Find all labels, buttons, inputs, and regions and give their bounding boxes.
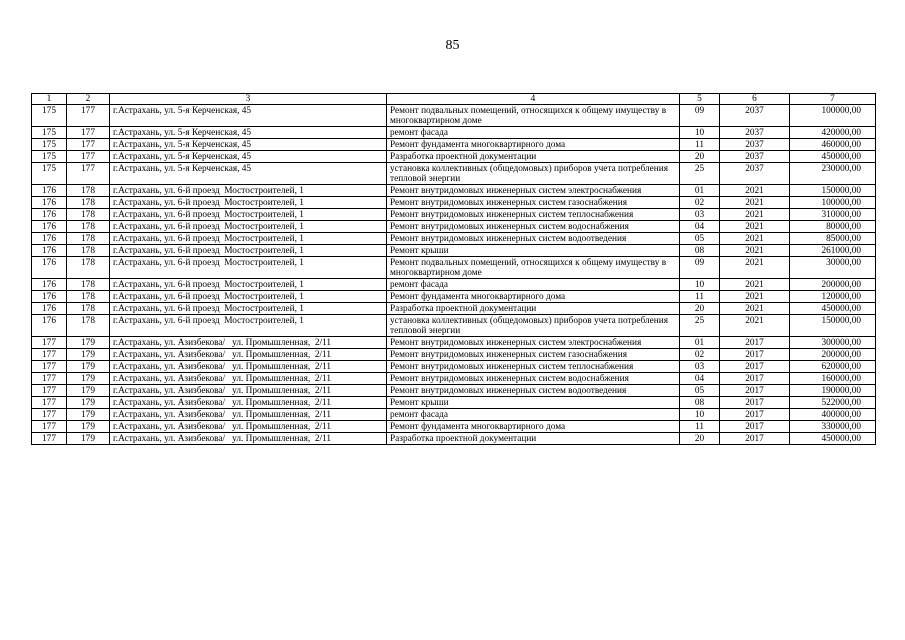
header-cell: 4	[387, 94, 680, 105]
cell-work-type: Ремонт подвальных помещений, относящихся к общему имуществу в многоквартирном доме	[387, 105, 680, 127]
cell-amount: 330000,00	[790, 421, 876, 433]
cell-amount: 230000,00	[790, 163, 876, 185]
cell-amount: 522000,00	[790, 397, 876, 409]
cell-house-number: 179	[67, 361, 110, 373]
cell-number: 177	[32, 361, 67, 373]
cell-number: 176	[32, 233, 67, 245]
cell-amount: 120000,00	[790, 291, 876, 303]
cell-house-number: 179	[67, 409, 110, 421]
cell-address: г.Астрахань, ул. Азизбекова/ ул. Промышленная, 2/11	[110, 349, 387, 361]
cell-amount: 420000,00	[790, 127, 876, 139]
cell-work-code: 02	[680, 349, 720, 361]
cell-amount: 450000,00	[790, 433, 876, 445]
cell-house-number: 177	[67, 163, 110, 185]
cell-work-code: 11	[680, 139, 720, 151]
cell-work-type: Ремонт подвальных помещений, относящихся к общему имуществу в многоквартирном доме	[387, 257, 680, 279]
cell-work-type: Ремонт внутридомовых инженерных систем теплоснабжения	[387, 209, 680, 221]
cell-work-type: установка коллективных (общедомовых) приборов учета потребления тепловой энергии	[387, 315, 680, 337]
cell-amount: 30000,00	[790, 257, 876, 279]
cell-year: 2021	[720, 233, 790, 245]
cell-amount: 190000,00	[790, 385, 876, 397]
cell-amount: 261000,00	[790, 245, 876, 257]
cell-address: г.Астрахань, ул. Азизбекова/ ул. Промышленная, 2/11	[110, 421, 387, 433]
cell-amount: 160000,00	[790, 373, 876, 385]
cell-year: 2017	[720, 421, 790, 433]
cell-number: 177	[32, 385, 67, 397]
cell-work-code: 10	[680, 279, 720, 291]
cell-number: 176	[32, 303, 67, 315]
cell-year: 2021	[720, 257, 790, 279]
table-row	[32, 409, 876, 421]
page-number: 85	[445, 38, 460, 53]
cell-work-code: 20	[680, 303, 720, 315]
cell-address: г.Астрахань, ул. 6-й проезд Мостостроителей, 1	[110, 315, 387, 337]
cell-work-code: 10	[680, 409, 720, 421]
cell-year: 2037	[720, 127, 790, 139]
cell-amount: 100000,00	[790, 105, 876, 127]
cell-work-type: Разработка проектной документации	[387, 151, 680, 163]
cell-year: 2037	[720, 163, 790, 185]
table-row	[32, 139, 876, 151]
cell-work-code: 03	[680, 361, 720, 373]
cell-work-code: 04	[680, 373, 720, 385]
table-row	[32, 185, 876, 197]
cell-year: 2037	[720, 151, 790, 163]
cell-work-code: 25	[680, 315, 720, 337]
cell-year: 2021	[720, 303, 790, 315]
cell-number: 176	[32, 257, 67, 279]
cell-address: г.Астрахань, ул. 6-й проезд Мостостроителей, 1	[110, 245, 387, 257]
cell-number: 177	[32, 337, 67, 349]
cell-work-type: Ремонт фундамента многоквартирного дома	[387, 421, 680, 433]
cell-house-number: 179	[67, 373, 110, 385]
cell-number: 175	[32, 127, 67, 139]
cell-work-type: Ремонт внутридомовых инженерных систем водоснабжения	[387, 373, 680, 385]
cell-address: г.Астрахань, ул. 6-й проезд Мостостроителей, 1	[110, 209, 387, 221]
header-cell: 1	[32, 94, 67, 105]
cell-work-code: 11	[680, 421, 720, 433]
cell-work-type: ремонт фасада	[387, 279, 680, 291]
cell-work-code: 25	[680, 163, 720, 185]
table-row	[32, 397, 876, 409]
cell-house-number: 178	[67, 291, 110, 303]
cell-number: 176	[32, 197, 67, 209]
cell-house-number: 178	[67, 233, 110, 245]
cell-address: г.Астрахань, ул. 6-й проезд Мостостроителей, 1	[110, 257, 387, 279]
cell-number: 176	[32, 291, 67, 303]
cell-year: 2021	[720, 197, 790, 209]
cell-amount: 400000,00	[790, 409, 876, 421]
cell-address: г.Астрахань, ул. 6-й проезд Мостостроителей, 1	[110, 185, 387, 197]
cell-work-code: 03	[680, 209, 720, 221]
cell-year: 2017	[720, 349, 790, 361]
cell-work-type: Ремонт внутридомовых инженерных систем водоотведения	[387, 385, 680, 397]
cell-address: г.Астрахань, ул. 6-й проезд Мостостроителей, 1	[110, 279, 387, 291]
table-row	[32, 291, 876, 303]
table-row	[32, 337, 876, 349]
cell-house-number: 179	[67, 421, 110, 433]
cell-work-type: Разработка проектной документации	[387, 433, 680, 445]
cell-house-number: 179	[67, 337, 110, 349]
cell-work-code: 10	[680, 127, 720, 139]
table-row	[32, 421, 876, 433]
cell-work-code: 20	[680, 433, 720, 445]
cell-year: 2037	[720, 139, 790, 151]
table-row	[32, 257, 876, 279]
cell-number: 177	[32, 349, 67, 361]
cell-work-type: Ремонт внутридомовых инженерных систем теплоснабжения	[387, 361, 680, 373]
cell-number: 176	[32, 279, 67, 291]
cell-number: 177	[32, 373, 67, 385]
cell-house-number: 178	[67, 245, 110, 257]
cell-work-type: Ремонт внутридомовых инженерных систем водоотведения	[387, 233, 680, 245]
table-row	[32, 279, 876, 291]
cell-year: 2017	[720, 373, 790, 385]
cell-house-number: 177	[67, 105, 110, 127]
cell-number: 176	[32, 221, 67, 233]
cell-year: 2017	[720, 397, 790, 409]
table-row	[32, 385, 876, 397]
cell-amount: 85000,00	[790, 233, 876, 245]
table-row	[32, 105, 876, 127]
cell-year: 2021	[720, 291, 790, 303]
cell-house-number: 179	[67, 433, 110, 445]
cell-work-type: Ремонт фундамента многоквартирного дома	[387, 139, 680, 151]
cell-work-code: 05	[680, 233, 720, 245]
cell-year: 2021	[720, 245, 790, 257]
cell-address: г.Астрахань, ул. Азизбекова/ ул. Промышленная, 2/11	[110, 433, 387, 445]
cell-number: 176	[32, 315, 67, 337]
cell-address: г.Астрахань, ул. 6-й проезд Мостостроителей, 1	[110, 233, 387, 245]
cell-work-type: установка коллективных (общедомовых) приборов учета потребления тепловой энергии	[387, 163, 680, 185]
header-cell: 2	[67, 94, 110, 105]
table-row	[32, 245, 876, 257]
cell-work-type: Ремонт внутридомовых инженерных систем водоснабжения	[387, 221, 680, 233]
header-cell: 6	[720, 94, 790, 105]
cell-number: 177	[32, 397, 67, 409]
cell-work-code: 09	[680, 257, 720, 279]
cell-amount: 620000,00	[790, 361, 876, 373]
cell-work-type: ремонт фасада	[387, 409, 680, 421]
cell-address: г.Астрахань, ул. Азизбекова/ ул. Промышленная, 2/11	[110, 361, 387, 373]
table-row	[32, 233, 876, 245]
cell-year: 2017	[720, 361, 790, 373]
cell-work-code: 11	[680, 291, 720, 303]
cell-address: г.Астрахань, ул. 6-й проезд Мостостроителей, 1	[110, 291, 387, 303]
cell-house-number: 178	[67, 303, 110, 315]
cell-house-number: 178	[67, 209, 110, 221]
header-cell: 3	[110, 94, 387, 105]
cell-address: г.Астрахань, ул. 5-я Керченская, 45	[110, 105, 387, 127]
cell-address: г.Астрахань, ул. 5-я Керченская, 45	[110, 163, 387, 185]
cell-house-number: 178	[67, 257, 110, 279]
cell-house-number: 178	[67, 279, 110, 291]
cell-house-number: 177	[67, 139, 110, 151]
table-row	[32, 361, 876, 373]
cell-work-type: Ремонт фундамента многоквартирного дома	[387, 291, 680, 303]
cell-address: г.Астрахань, ул. Азизбекова/ ул. Промышленная, 2/11	[110, 385, 387, 397]
cell-number: 176	[32, 185, 67, 197]
cell-amount: 200000,00	[790, 279, 876, 291]
cell-amount: 200000,00	[790, 349, 876, 361]
cell-work-code: 20	[680, 151, 720, 163]
cell-address: г.Астрахань, ул. Азизбекова/ ул. Промышленная, 2/11	[110, 397, 387, 409]
cell-amount: 450000,00	[790, 303, 876, 315]
cell-work-type: Ремонт крыши	[387, 397, 680, 409]
cell-year: 2021	[720, 185, 790, 197]
cell-work-type: Ремонт внутридомовых инженерных систем электроснабжения	[387, 337, 680, 349]
cell-number: 175	[32, 163, 67, 185]
cell-address: г.Астрахань, ул. Азизбекова/ ул. Промышленная, 2/11	[110, 373, 387, 385]
cell-work-type: Ремонт внутридомовых инженерных систем газоснабжения	[387, 349, 680, 361]
cell-year: 2021	[720, 221, 790, 233]
table-row	[32, 373, 876, 385]
cell-number: 176	[32, 209, 67, 221]
cell-work-code: 02	[680, 197, 720, 209]
cell-work-code: 08	[680, 245, 720, 257]
cell-year: 2037	[720, 105, 790, 127]
cell-work-type: Ремонт крыши	[387, 245, 680, 257]
cell-number: 177	[32, 421, 67, 433]
table-row	[32, 303, 876, 315]
cell-house-number: 178	[67, 185, 110, 197]
cell-address: г.Астрахань, ул. 5-я Керченская, 45	[110, 139, 387, 151]
cell-year: 2021	[720, 209, 790, 221]
table-row	[32, 433, 876, 445]
cell-amount: 100000,00	[790, 197, 876, 209]
table-row	[32, 315, 876, 337]
cell-number: 177	[32, 409, 67, 421]
cell-year: 2017	[720, 409, 790, 421]
cell-address: г.Астрахань, ул. 5-я Керченская, 45	[110, 151, 387, 163]
cell-house-number: 178	[67, 197, 110, 209]
cell-work-code: 04	[680, 221, 720, 233]
cell-address: г.Астрахань, ул. 6-й проезд Мостостроителей, 1	[110, 221, 387, 233]
cell-address: г.Астрахань, ул. Азизбекова/ ул. Промышленная, 2/11	[110, 409, 387, 421]
cell-amount: 460000,00	[790, 139, 876, 151]
cell-number: 175	[32, 151, 67, 163]
cell-work-type: ремонт фасада	[387, 127, 680, 139]
table-row	[32, 127, 876, 139]
cell-house-number: 178	[67, 315, 110, 337]
cell-house-number: 178	[67, 221, 110, 233]
cell-address: г.Астрахань, ул. 6-й проезд Мостостроителей, 1	[110, 197, 387, 209]
cell-address: г.Астрахань, ул. 6-й проезд Мостостроителей, 1	[110, 303, 387, 315]
cell-address: г.Астрахань, ул. 5-я Керченская, 45	[110, 127, 387, 139]
table-row	[32, 349, 876, 361]
cell-work-code: 09	[680, 105, 720, 127]
cell-amount: 150000,00	[790, 185, 876, 197]
cell-year: 2017	[720, 385, 790, 397]
capital-repair-table	[31, 93, 876, 445]
header-row	[32, 94, 876, 105]
cell-work-code: 08	[680, 397, 720, 409]
cell-work-code: 05	[680, 385, 720, 397]
table-row	[32, 221, 876, 233]
cell-year: 2017	[720, 337, 790, 349]
table-row	[32, 163, 876, 185]
cell-house-number: 179	[67, 397, 110, 409]
table-row	[32, 197, 876, 209]
table-row	[32, 151, 876, 163]
cell-house-number: 177	[67, 151, 110, 163]
cell-work-code: 01	[680, 337, 720, 349]
cell-amount: 80000,00	[790, 221, 876, 233]
cell-amount: 450000,00	[790, 151, 876, 163]
cell-amount: 150000,00	[790, 315, 876, 337]
cell-work-type: Ремонт внутридомовых инженерных систем газоснабжения	[387, 197, 680, 209]
cell-work-code: 01	[680, 185, 720, 197]
cell-year: 2021	[720, 315, 790, 337]
cell-address: г.Астрахань, ул. Азизбекова/ ул. Промышленная, 2/11	[110, 337, 387, 349]
cell-year: 2021	[720, 279, 790, 291]
cell-house-number: 179	[67, 385, 110, 397]
cell-house-number: 179	[67, 349, 110, 361]
cell-number: 176	[32, 245, 67, 257]
cell-amount: 310000,00	[790, 209, 876, 221]
header-cell: 7	[790, 94, 876, 105]
cell-number: 177	[32, 433, 67, 445]
cell-number: 175	[32, 139, 67, 151]
cell-work-type: Разработка проектной документации	[387, 303, 680, 315]
cell-work-type: Ремонт внутридомовых инженерных систем электроснабжения	[387, 185, 680, 197]
cell-year: 2017	[720, 433, 790, 445]
header-cell: 5	[680, 94, 720, 105]
cell-number: 175	[32, 105, 67, 127]
cell-amount: 300000,00	[790, 337, 876, 349]
cell-house-number: 177	[67, 127, 110, 139]
table-row	[32, 209, 876, 221]
